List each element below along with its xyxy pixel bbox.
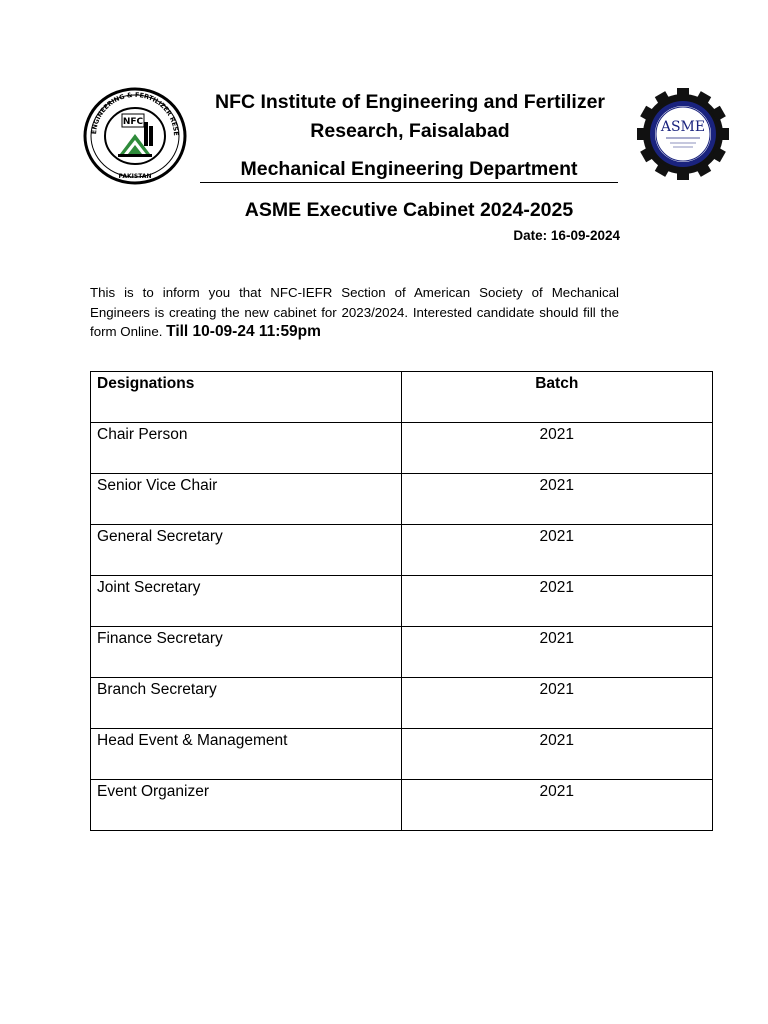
- designation-cell: Joint Secretary: [91, 576, 402, 627]
- department-title: Mechanical Engineering Department: [200, 156, 618, 183]
- asme-logo: [630, 86, 736, 182]
- table-row: [91, 525, 713, 576]
- table-row: [91, 780, 713, 831]
- batch-cell: 2021: [401, 627, 712, 678]
- designation-cell: Event Organizer: [91, 780, 402, 831]
- table-row: [91, 423, 713, 474]
- institute-title: [196, 88, 624, 146]
- asme-gear-icon: [630, 86, 736, 182]
- table-row: [91, 474, 713, 525]
- notice-deadline: Till 10-09-24 11:59pm: [166, 323, 321, 341]
- cabinet-table: [90, 371, 713, 831]
- table-row: [91, 678, 713, 729]
- batch-cell: 2021: [401, 474, 712, 525]
- table-row: [91, 576, 713, 627]
- designation-cell: Branch Secretary: [91, 678, 402, 729]
- batch-cell: 2021: [401, 678, 712, 729]
- header-designations: Designations: [91, 372, 402, 423]
- nfc-iefr-logo: [80, 84, 190, 188]
- seal-center-text: NFC: [122, 117, 144, 127]
- designation-cell: Chair Person: [91, 423, 402, 474]
- batch-cell: 2021: [401, 525, 712, 576]
- designation-cell: Senior Vice Chair: [91, 474, 402, 525]
- notice-paragraph: [90, 283, 619, 342]
- batch-cell: 2021: [401, 729, 712, 780]
- batch-cell: 2021: [401, 423, 712, 474]
- designation-cell: Finance Secretary: [91, 627, 402, 678]
- header-batch: Batch: [401, 372, 712, 423]
- institute-title-line2: Research, Faisalabad: [310, 120, 510, 142]
- institute-title-line1: NFC Institute of Engineering and Fertilizer: [214, 91, 606, 113]
- table-header-row: [91, 372, 713, 423]
- asme-center-text: ASME: [660, 119, 706, 135]
- table-row: [91, 729, 713, 780]
- designation-cell: General Secretary: [91, 525, 402, 576]
- seal-bottom-text: PAKISTAN: [118, 173, 152, 180]
- cabinet-title: ASME Executive Cabinet 2024-2025: [244, 199, 574, 221]
- seal-ring-text: ENGINEERING & FERTILIZER RESE: [89, 90, 181, 136]
- batch-cell: 2021: [401, 576, 712, 627]
- table-row: [91, 627, 713, 678]
- designation-cell: Head Event & Management: [91, 729, 402, 780]
- nfc-seal-icon: [80, 84, 190, 188]
- document-date: Date: 16-09-2024: [513, 228, 620, 243]
- batch-cell: 2021: [401, 780, 712, 831]
- notice-body: This is to inform you that NFC-IEFR Section of American Society of Mechanical Engineers is creating the new cabinet for 2023/2024. Interested candidate should fill the form Online.: [90, 285, 619, 340]
